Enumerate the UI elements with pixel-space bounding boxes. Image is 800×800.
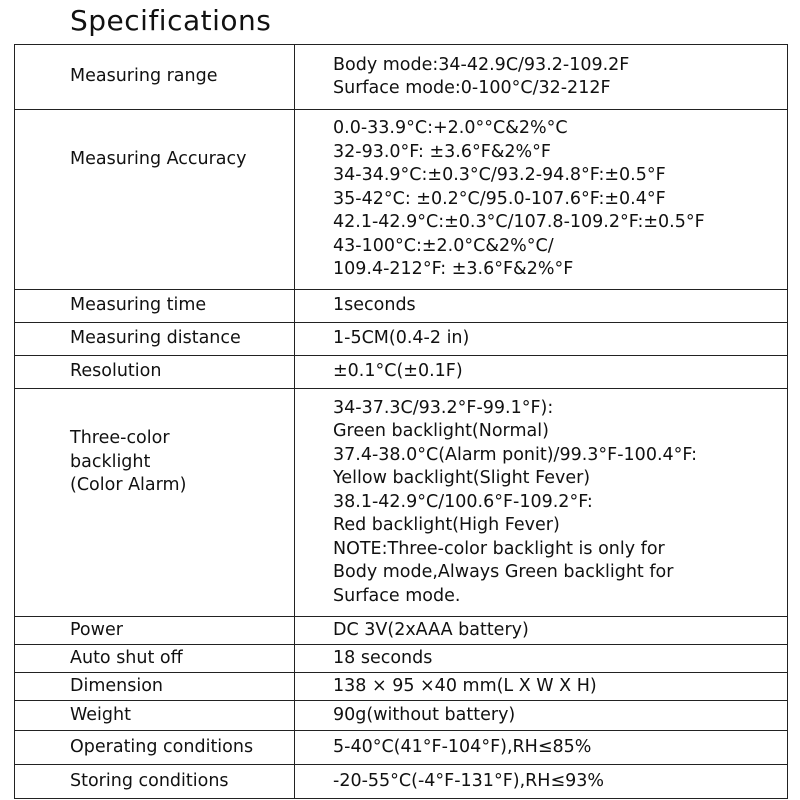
spec-label-cell [15,673,295,701]
spec-row [15,673,788,701]
spec-label-cell [15,356,295,389]
spec-value: 109.4-212°F: ±3.6°F&2%°F [333,259,574,280]
spec-value: Surface mode. [333,585,461,606]
spec-label: Power [70,619,123,640]
spec-value: 138 × 95 ×40 mm(L X W X H) [333,675,597,696]
spec-value-cell [295,645,788,673]
spec-label: Auto shut off [70,647,183,668]
spec-value: -20-55°C(-4°F-131°F),RH≤93% [333,770,605,791]
spec-value-cell [295,323,788,356]
spec-label: Measuring time [70,295,207,316]
spec-value: 35-42°C: ±0.2°C/95.0-107.6°F:±0.4°F [333,188,666,209]
spec-value-cell [295,389,788,617]
spec-value: Body mode:34-42.9C/93.2-109.2F [333,54,630,75]
spec-value: 0.0-33.9°C:+2.0°°C&2%°C [333,118,568,139]
spec-value: Yellow backlight(Slight Fever) [333,468,591,489]
spec-label: Operating conditions [70,736,254,757]
spec-value: 43-100°C:±2.0°C&2%°C/ [333,235,554,256]
spec-value-cell [295,110,788,290]
spec-label: Measuring distance [70,328,241,349]
spec-value: 42.1-42.9°C:±0.3°C/107.8-109.2°F:±0.5°F [333,212,705,233]
specifications-table [14,44,788,799]
page-title: Specifications [70,4,272,37]
spec-label-cell [15,323,295,356]
spec-label: Measuring range [70,66,218,87]
spec-value: 34-37.3C/93.2°F-99.1°F): [333,397,554,418]
spec-label-cell [15,110,295,290]
spec-value: 1-5CM(0.4-2 in) [333,328,470,349]
specifications-table-body [15,45,788,799]
spec-value: 18 seconds [333,647,433,668]
spec-value-cell [295,356,788,389]
spec-value: 1seconds [333,295,416,316]
spec-label: (Color Alarm) [70,475,187,495]
spec-label: Dimension [70,675,164,696]
spec-value: 34-34.9°C:±0.3°C/93.2-94.8°F:±0.5°F [333,165,666,186]
spec-label-cell [15,701,295,731]
spec-row [15,290,788,323]
spec-row [15,356,788,389]
spec-value: Body mode,Always Green backlight for [333,562,674,583]
spec-row [15,389,788,617]
spec-value: 37.4-38.0°C(Alarm ponit)/99.3°F-100.4°F: [333,444,697,465]
spec-label: Storing conditions [70,770,229,791]
spec-value-cell [295,673,788,701]
spec-value: Red backlight(High Fever) [333,515,560,536]
spec-label-cell [15,45,295,110]
spec-value: Surface mode:0-100°C/32-212F [333,78,611,98]
spec-row [15,323,788,356]
spec-value-cell [295,701,788,731]
spec-value-cell [295,290,788,323]
spec-label: Weight [70,704,131,725]
spec-row [15,617,788,645]
spec-value: Green backlight(Normal) [333,421,549,442]
spec-value-cell [295,731,788,765]
spec-value: DC 3V(2xAAA battery) [333,619,529,640]
spec-row [15,731,788,765]
spec-label: Three-color [70,428,170,448]
spec-label-cell [15,731,295,765]
spec-label: backlight [70,451,151,472]
spec-value: 90g(without battery) [333,704,516,725]
spec-label: Resolution [70,361,162,382]
spec-label-cell [15,389,295,617]
spec-label-cell [15,645,295,673]
spec-value-cell [295,45,788,110]
spec-value: 32-93.0°F: ±3.6°F&2%°F [333,141,551,162]
spec-label-cell [15,765,295,799]
spec-row [15,645,788,673]
spec-row [15,701,788,731]
spec-value-cell [295,765,788,799]
spec-value-cell [295,617,788,645]
spec-row [15,765,788,799]
spec-row [15,110,788,290]
spec-row [15,45,788,110]
spec-value: 38.1-42.9°C/100.6°F-109.2°F: [333,491,593,512]
spec-value: ±0.1°C(±0.1F) [333,361,463,382]
spec-value: 5-40°C(41°F-104°F),RH≤85% [333,736,592,757]
spec-label-cell [15,290,295,323]
spec-value: NOTE:Three-color backlight is only for [333,538,665,559]
spec-label-cell [15,617,295,645]
spec-label: Measuring Accuracy [70,149,247,169]
